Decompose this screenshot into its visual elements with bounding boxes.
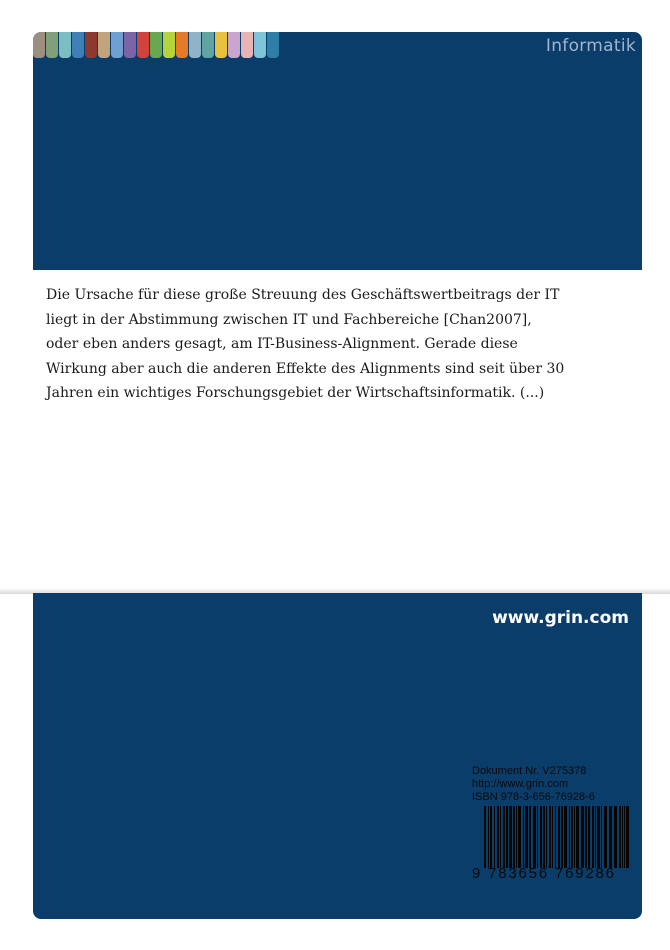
barcode-bar bbox=[609, 806, 612, 868]
color-stripe bbox=[254, 32, 266, 58]
barcode-bar bbox=[604, 806, 607, 868]
barcode-bar bbox=[529, 806, 531, 868]
color-stripe bbox=[124, 32, 136, 58]
barcode-bar bbox=[543, 806, 545, 868]
barcode-bar bbox=[549, 806, 551, 868]
barcode-bar bbox=[585, 806, 587, 868]
top-color-panel bbox=[33, 32, 642, 270]
barcode-icon bbox=[484, 806, 630, 868]
color-stripe bbox=[267, 32, 279, 58]
color-stripe bbox=[176, 32, 188, 58]
color-stripe-bar bbox=[33, 32, 280, 58]
barcode-bar bbox=[513, 806, 515, 868]
barcode-bar bbox=[595, 806, 596, 868]
barcode-bar bbox=[484, 806, 486, 868]
barcode-bar bbox=[564, 806, 567, 868]
barcode-bar bbox=[624, 806, 625, 868]
color-stripe bbox=[215, 32, 227, 58]
barcode-bar bbox=[592, 806, 594, 868]
barcode-bar bbox=[552, 806, 553, 868]
isbn-number: ISBN 978-3-656-76928-6 bbox=[472, 791, 595, 803]
barcode-bar bbox=[525, 806, 528, 868]
barcode-digits: 9 783656 769286 bbox=[472, 865, 616, 882]
color-stripe bbox=[137, 32, 149, 58]
color-stripe bbox=[150, 32, 162, 58]
barcode-bar bbox=[614, 806, 617, 868]
barcode-bar bbox=[503, 806, 505, 868]
color-stripe bbox=[202, 32, 214, 58]
category-label: Informatik bbox=[545, 36, 636, 56]
barcode-bar bbox=[558, 806, 560, 868]
barcode-bar bbox=[497, 806, 499, 868]
barcode-bar bbox=[619, 806, 621, 868]
color-stripe bbox=[46, 32, 58, 58]
barcode-bar bbox=[533, 806, 536, 868]
color-stripe bbox=[59, 32, 71, 58]
publisher-website: www.grin.com bbox=[492, 608, 629, 628]
barcode-bar bbox=[490, 806, 492, 868]
color-stripe bbox=[85, 32, 97, 58]
barcode-bar bbox=[581, 806, 584, 868]
barcode-bar bbox=[506, 806, 508, 868]
barcode-bar bbox=[500, 806, 501, 868]
barcode-bar bbox=[571, 806, 573, 868]
barcode-bar bbox=[597, 806, 600, 868]
barcode-bar bbox=[555, 806, 556, 868]
barcode-bar bbox=[574, 806, 575, 868]
color-stripe bbox=[163, 32, 175, 58]
barcode-bar bbox=[488, 806, 489, 868]
color-stripe bbox=[33, 32, 45, 58]
color-stripe bbox=[241, 32, 253, 58]
barcode-bar bbox=[546, 806, 547, 868]
barcode-bar bbox=[601, 806, 602, 868]
barcode-bar bbox=[523, 806, 524, 868]
color-stripe bbox=[98, 32, 110, 58]
barcode-bar bbox=[569, 806, 570, 868]
barcode-bar bbox=[516, 806, 517, 868]
color-stripe bbox=[111, 32, 123, 58]
color-stripe bbox=[189, 32, 201, 58]
barcode-bar bbox=[561, 806, 563, 868]
barcode-bar bbox=[509, 806, 512, 868]
document-url: http://www.grin.com bbox=[472, 778, 568, 790]
barcode-bar bbox=[588, 806, 590, 868]
color-stripe bbox=[72, 32, 84, 58]
barcode-bar bbox=[518, 806, 521, 868]
barcode-bar bbox=[537, 806, 538, 868]
blurb-text: Die Ursache für diese große Streuung des Geschäftswertbeitrags der IT liegt in der Abstimmung zwischen IT und Fachbereiche [Chan2007], oder eben anders gesagt, am IT-Business-Alignment. Gerade diese Wirkung aber auch die anderen Effekte des Alignments sind seit über 30 Jahren ein wichtiges Forschungsgebiet der Wirtschaftsinformatik. (...) bbox=[46, 287, 565, 401]
barcode-bar bbox=[494, 806, 495, 868]
barcode-bar bbox=[626, 806, 629, 868]
isbn-barcode bbox=[472, 806, 630, 883]
document-number: Dokument Nr. V275378 bbox=[472, 765, 587, 777]
color-stripe bbox=[228, 32, 240, 58]
barcode-bar bbox=[576, 806, 579, 868]
document-info bbox=[472, 765, 595, 804]
bottom-color-panel bbox=[33, 593, 642, 919]
barcode-bar bbox=[540, 806, 542, 868]
barcode-bar bbox=[622, 806, 623, 868]
